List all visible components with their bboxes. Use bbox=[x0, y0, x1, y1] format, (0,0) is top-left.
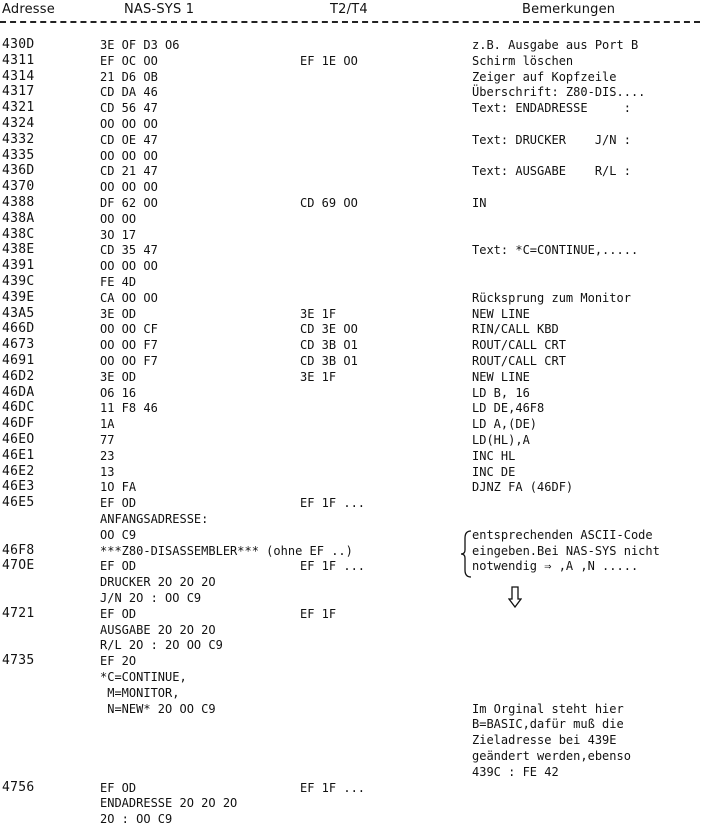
row-nassys-code: CD 21 47 bbox=[100, 164, 158, 179]
row-nassys-code: CD DA 46 bbox=[100, 85, 158, 100]
row-nassys-code: R/L 2O : 2O OO C9 bbox=[100, 638, 223, 653]
row-nassys-code: OO OO CF bbox=[100, 322, 158, 337]
listing-row bbox=[0, 163, 723, 179]
listing-row bbox=[0, 306, 723, 322]
listing-row bbox=[0, 258, 723, 274]
row-nassys-code: OO OO F7 bbox=[100, 354, 158, 368]
row-address: 4691 bbox=[2, 353, 35, 368]
row-address: 4388 bbox=[2, 195, 35, 210]
row-nassys-code: EF OD bbox=[100, 780, 137, 795]
brace-icon bbox=[460, 530, 472, 578]
listing-row bbox=[0, 242, 723, 258]
row-nassys-code: OO C9 bbox=[100, 527, 137, 542]
row-nassys-code: ENDADRESSE 2O 2O 2O bbox=[100, 796, 238, 811]
row-t2t4-code: CD 69 OO bbox=[300, 196, 358, 210]
listing-row bbox=[0, 132, 723, 148]
row-remark: ROUT/CALL CRT bbox=[472, 338, 566, 353]
row-nassys-code: ANFANGSADRESSE: bbox=[100, 512, 209, 526]
row-nassys-code: 21 D6 OB bbox=[100, 69, 158, 84]
row-address: 4735 bbox=[2, 653, 35, 669]
row-address: 438A bbox=[2, 210, 35, 226]
row-address: 46F8 bbox=[2, 542, 35, 558]
row-remark: NEW LINE bbox=[472, 369, 530, 384]
row-nassys-code: 1O FA bbox=[100, 480, 137, 495]
row-address: 4673 bbox=[2, 337, 35, 353]
listing-row bbox=[0, 195, 723, 211]
row-address: 438E bbox=[2, 242, 35, 258]
row-remark: Im Orginal steht hier bbox=[472, 701, 624, 716]
row-nassys-code: 11 F8 46 bbox=[100, 401, 158, 416]
row-nassys-code: OO OO bbox=[100, 211, 137, 226]
row-remark: z.B. Ausgabe aus Port B bbox=[472, 38, 639, 52]
row-address: 4335 bbox=[2, 147, 35, 163]
row-nassys-code: J/N 2O : OO C9 bbox=[100, 591, 202, 605]
row-nassys-code: CD 35 47 bbox=[100, 243, 158, 258]
row-remark: eingeben.Bei NAS-SYS nicht bbox=[472, 543, 660, 558]
row-remark: geändert werden,ebenso bbox=[472, 749, 631, 763]
row-address: 46DF bbox=[2, 416, 35, 432]
listing-row bbox=[0, 716, 723, 732]
listing-row bbox=[0, 385, 723, 401]
listing-row bbox=[0, 353, 723, 369]
listing-row bbox=[0, 369, 723, 385]
row-remark: Schirm löschen bbox=[472, 53, 574, 68]
listing-row bbox=[0, 543, 723, 559]
listing-row bbox=[0, 84, 723, 100]
row-nassys-code: OO OO OO bbox=[100, 117, 158, 131]
row-address: 438C bbox=[2, 226, 35, 242]
listing-row bbox=[0, 764, 723, 780]
row-address: 46E1 bbox=[2, 447, 35, 463]
row-address: 4317 bbox=[2, 84, 35, 100]
row-remark: entsprechenden ASCII-Code bbox=[472, 527, 653, 542]
row-nassys-code: EF OD bbox=[100, 496, 137, 511]
row-remark: 439C : FE 42 bbox=[472, 764, 559, 779]
header-rule bbox=[0, 21, 700, 23]
row-address: 430D bbox=[2, 37, 35, 52]
row-remark: LD B, 16 bbox=[472, 385, 530, 400]
listing-row bbox=[0, 606, 723, 622]
row-nassys-code: CD 56 47 bbox=[100, 101, 158, 116]
row-nassys-code: ***Z80-DISASSEMBLER*** (ohne EF ..) bbox=[100, 543, 353, 558]
row-address: 46DC bbox=[2, 400, 35, 416]
listing-row bbox=[0, 179, 723, 195]
row-address: 4311 bbox=[2, 52, 35, 68]
listing-row bbox=[0, 622, 723, 638]
row-address: 466D bbox=[2, 321, 35, 337]
listing-row bbox=[0, 337, 723, 353]
row-nassys-code: O6 16 bbox=[100, 385, 137, 400]
row-t2t4-code: EF 1F ... bbox=[300, 559, 366, 574]
listing-row bbox=[0, 685, 723, 701]
row-remark: LD DE,46F8 bbox=[472, 401, 545, 416]
header-nassys: NAS-SYS 1 bbox=[124, 2, 195, 17]
listing-row bbox=[0, 780, 723, 796]
listing-row bbox=[0, 432, 723, 448]
listing-row bbox=[0, 116, 723, 132]
row-nassys-code: EF 2O bbox=[100, 654, 137, 669]
listing-row bbox=[0, 701, 723, 717]
row-nassys-code: OO OO OO bbox=[100, 259, 158, 274]
row-nassys-code: *C=CONTINUE, bbox=[100, 670, 187, 684]
row-address: 46D2 bbox=[2, 368, 35, 384]
header-address: Adresse bbox=[2, 2, 55, 17]
listing-row bbox=[0, 669, 723, 685]
row-nassys-code: M=MONITOR, bbox=[100, 685, 180, 700]
header-t2t4: T2/T4 bbox=[330, 2, 368, 17]
listing-row bbox=[0, 274, 723, 290]
listing-row bbox=[0, 464, 723, 480]
row-remark: Zieladresse bei 439E bbox=[472, 733, 617, 748]
listing-row bbox=[0, 37, 723, 53]
row-address: 46DA bbox=[2, 384, 35, 400]
listing-row bbox=[0, 574, 723, 590]
header-remarks: Bemerkungen bbox=[522, 2, 616, 17]
row-address: 4391 bbox=[2, 258, 35, 274]
listing-row bbox=[0, 637, 723, 653]
listing-row bbox=[0, 811, 723, 827]
row-nassys-code: 1A bbox=[100, 417, 115, 432]
row-nassys-code: 13 bbox=[100, 464, 115, 479]
row-nassys-code: DF 62 OO bbox=[100, 196, 158, 210]
row-nassys-code: N=NEW* 2O OO C9 bbox=[100, 701, 216, 716]
row-address: 46E3 bbox=[2, 479, 35, 495]
row-remark: DJNZ FA (46DF) bbox=[472, 480, 574, 495]
row-remark: IN bbox=[472, 196, 487, 210]
listing-row bbox=[0, 211, 723, 227]
row-nassys-code: EF OD bbox=[100, 559, 137, 574]
row-remark: Text: AUSGABE R/L : bbox=[472, 164, 631, 179]
row-nassys-code: DRUCKER 2O 2O 2O bbox=[100, 575, 216, 590]
row-nassys-code: CA OO OO bbox=[100, 290, 158, 305]
listing-row bbox=[0, 495, 723, 511]
row-nassys-code: OO OO F7 bbox=[100, 338, 158, 353]
row-remark: INC HL bbox=[472, 448, 516, 463]
down-arrow-icon bbox=[508, 586, 522, 608]
row-remark: Text: ENDADRESSE : bbox=[472, 101, 631, 116]
listing-row bbox=[0, 53, 723, 69]
row-t2t4-code: 3E 1F bbox=[300, 306, 337, 321]
row-nassys-code: EF OD bbox=[100, 606, 137, 621]
listing-row bbox=[0, 321, 723, 337]
row-address: 4756 bbox=[2, 779, 35, 795]
row-remark: Überschrift: Z80-DIS.... bbox=[472, 85, 646, 100]
row-address: 4370 bbox=[2, 179, 35, 195]
listing-row bbox=[0, 290, 723, 306]
row-address: 439E bbox=[2, 289, 35, 305]
row-remark: NEW LINE bbox=[472, 306, 530, 321]
row-address: 4721 bbox=[2, 605, 35, 621]
listing-row bbox=[0, 416, 723, 432]
row-t2t4-code: CD 3B O1 bbox=[300, 338, 358, 353]
listing-row bbox=[0, 590, 723, 606]
row-nassys-code: 3E OD bbox=[100, 369, 137, 384]
row-remark: Rücksprung zum Monitor bbox=[472, 290, 631, 305]
row-nassys-code: FE 4D bbox=[100, 275, 137, 289]
row-nassys-code: 3E OF D3 O6 bbox=[100, 38, 180, 52]
row-nassys-code: AUSGABE 2O 2O 2O bbox=[100, 622, 216, 637]
row-remark: INC DE bbox=[472, 464, 516, 479]
row-nassys-code: OO OO OO bbox=[100, 148, 158, 163]
listing-row bbox=[0, 558, 723, 574]
row-address: 46EO bbox=[2, 432, 35, 447]
row-address: 46E2 bbox=[2, 463, 35, 479]
row-remark: RIN/CALL KBD bbox=[472, 322, 559, 337]
row-t2t4-code: EF 1F ... bbox=[300, 780, 366, 795]
listing-row bbox=[0, 148, 723, 164]
listing-row bbox=[0, 795, 723, 811]
row-address: 47OE bbox=[2, 558, 35, 574]
row-t2t4-code: EF 1E OO bbox=[300, 53, 358, 68]
row-t2t4-code: EF 1F bbox=[300, 606, 337, 621]
row-remark: B=BASIC,dafür muß die bbox=[472, 717, 624, 732]
row-address: 4314 bbox=[2, 68, 35, 84]
listing-row bbox=[0, 69, 723, 85]
listing-row bbox=[0, 653, 723, 669]
row-address: 439C bbox=[2, 274, 35, 289]
row-address: 43A5 bbox=[2, 305, 35, 321]
row-nassys-code: EF OC OO bbox=[100, 53, 158, 68]
row-nassys-code: 2O : OO C9 bbox=[100, 812, 173, 827]
row-nassys-code: OO OO OO bbox=[100, 180, 158, 195]
row-t2t4-code: CD 3E OO bbox=[300, 322, 358, 337]
row-nassys-code: CD OE 47 bbox=[100, 132, 158, 147]
row-remark: LD A,(DE) bbox=[472, 417, 538, 432]
row-address: 4332 bbox=[2, 131, 35, 147]
listing-row bbox=[0, 732, 723, 748]
row-t2t4-code: 3E 1F bbox=[300, 369, 337, 384]
listing-row bbox=[0, 100, 723, 116]
row-t2t4-code: EF 1F ... bbox=[300, 496, 366, 511]
row-remark: Zeiger auf Kopfzeile bbox=[472, 69, 617, 84]
row-remark: ROUT/CALL CRT bbox=[472, 354, 566, 368]
listing-row bbox=[0, 511, 723, 527]
listing-row bbox=[0, 527, 723, 543]
row-nassys-code: 23 bbox=[100, 448, 115, 463]
row-nassys-code: 3O 17 bbox=[100, 227, 137, 242]
row-address: 4321 bbox=[2, 100, 35, 116]
row-address: 46E5 bbox=[2, 495, 35, 511]
listing-row bbox=[0, 448, 723, 464]
listing-row bbox=[0, 748, 723, 764]
row-remark: notwendig ⇒ ,A ,N ..... bbox=[472, 559, 639, 574]
listing-row bbox=[0, 400, 723, 416]
listing-row bbox=[0, 227, 723, 243]
row-address: 4324 bbox=[2, 116, 35, 131]
row-nassys-code: 77 bbox=[100, 433, 115, 447]
row-address: 436D bbox=[2, 163, 35, 179]
row-remark: Text: DRUCKER J/N : bbox=[472, 132, 631, 147]
row-t2t4-code: CD 3B O1 bbox=[300, 354, 358, 368]
row-remark: Text: *C=CONTINUE,..... bbox=[472, 243, 639, 258]
row-nassys-code: 3E OD bbox=[100, 306, 137, 321]
listing-row bbox=[0, 479, 723, 495]
row-remark: LD(HL),A bbox=[472, 433, 530, 447]
